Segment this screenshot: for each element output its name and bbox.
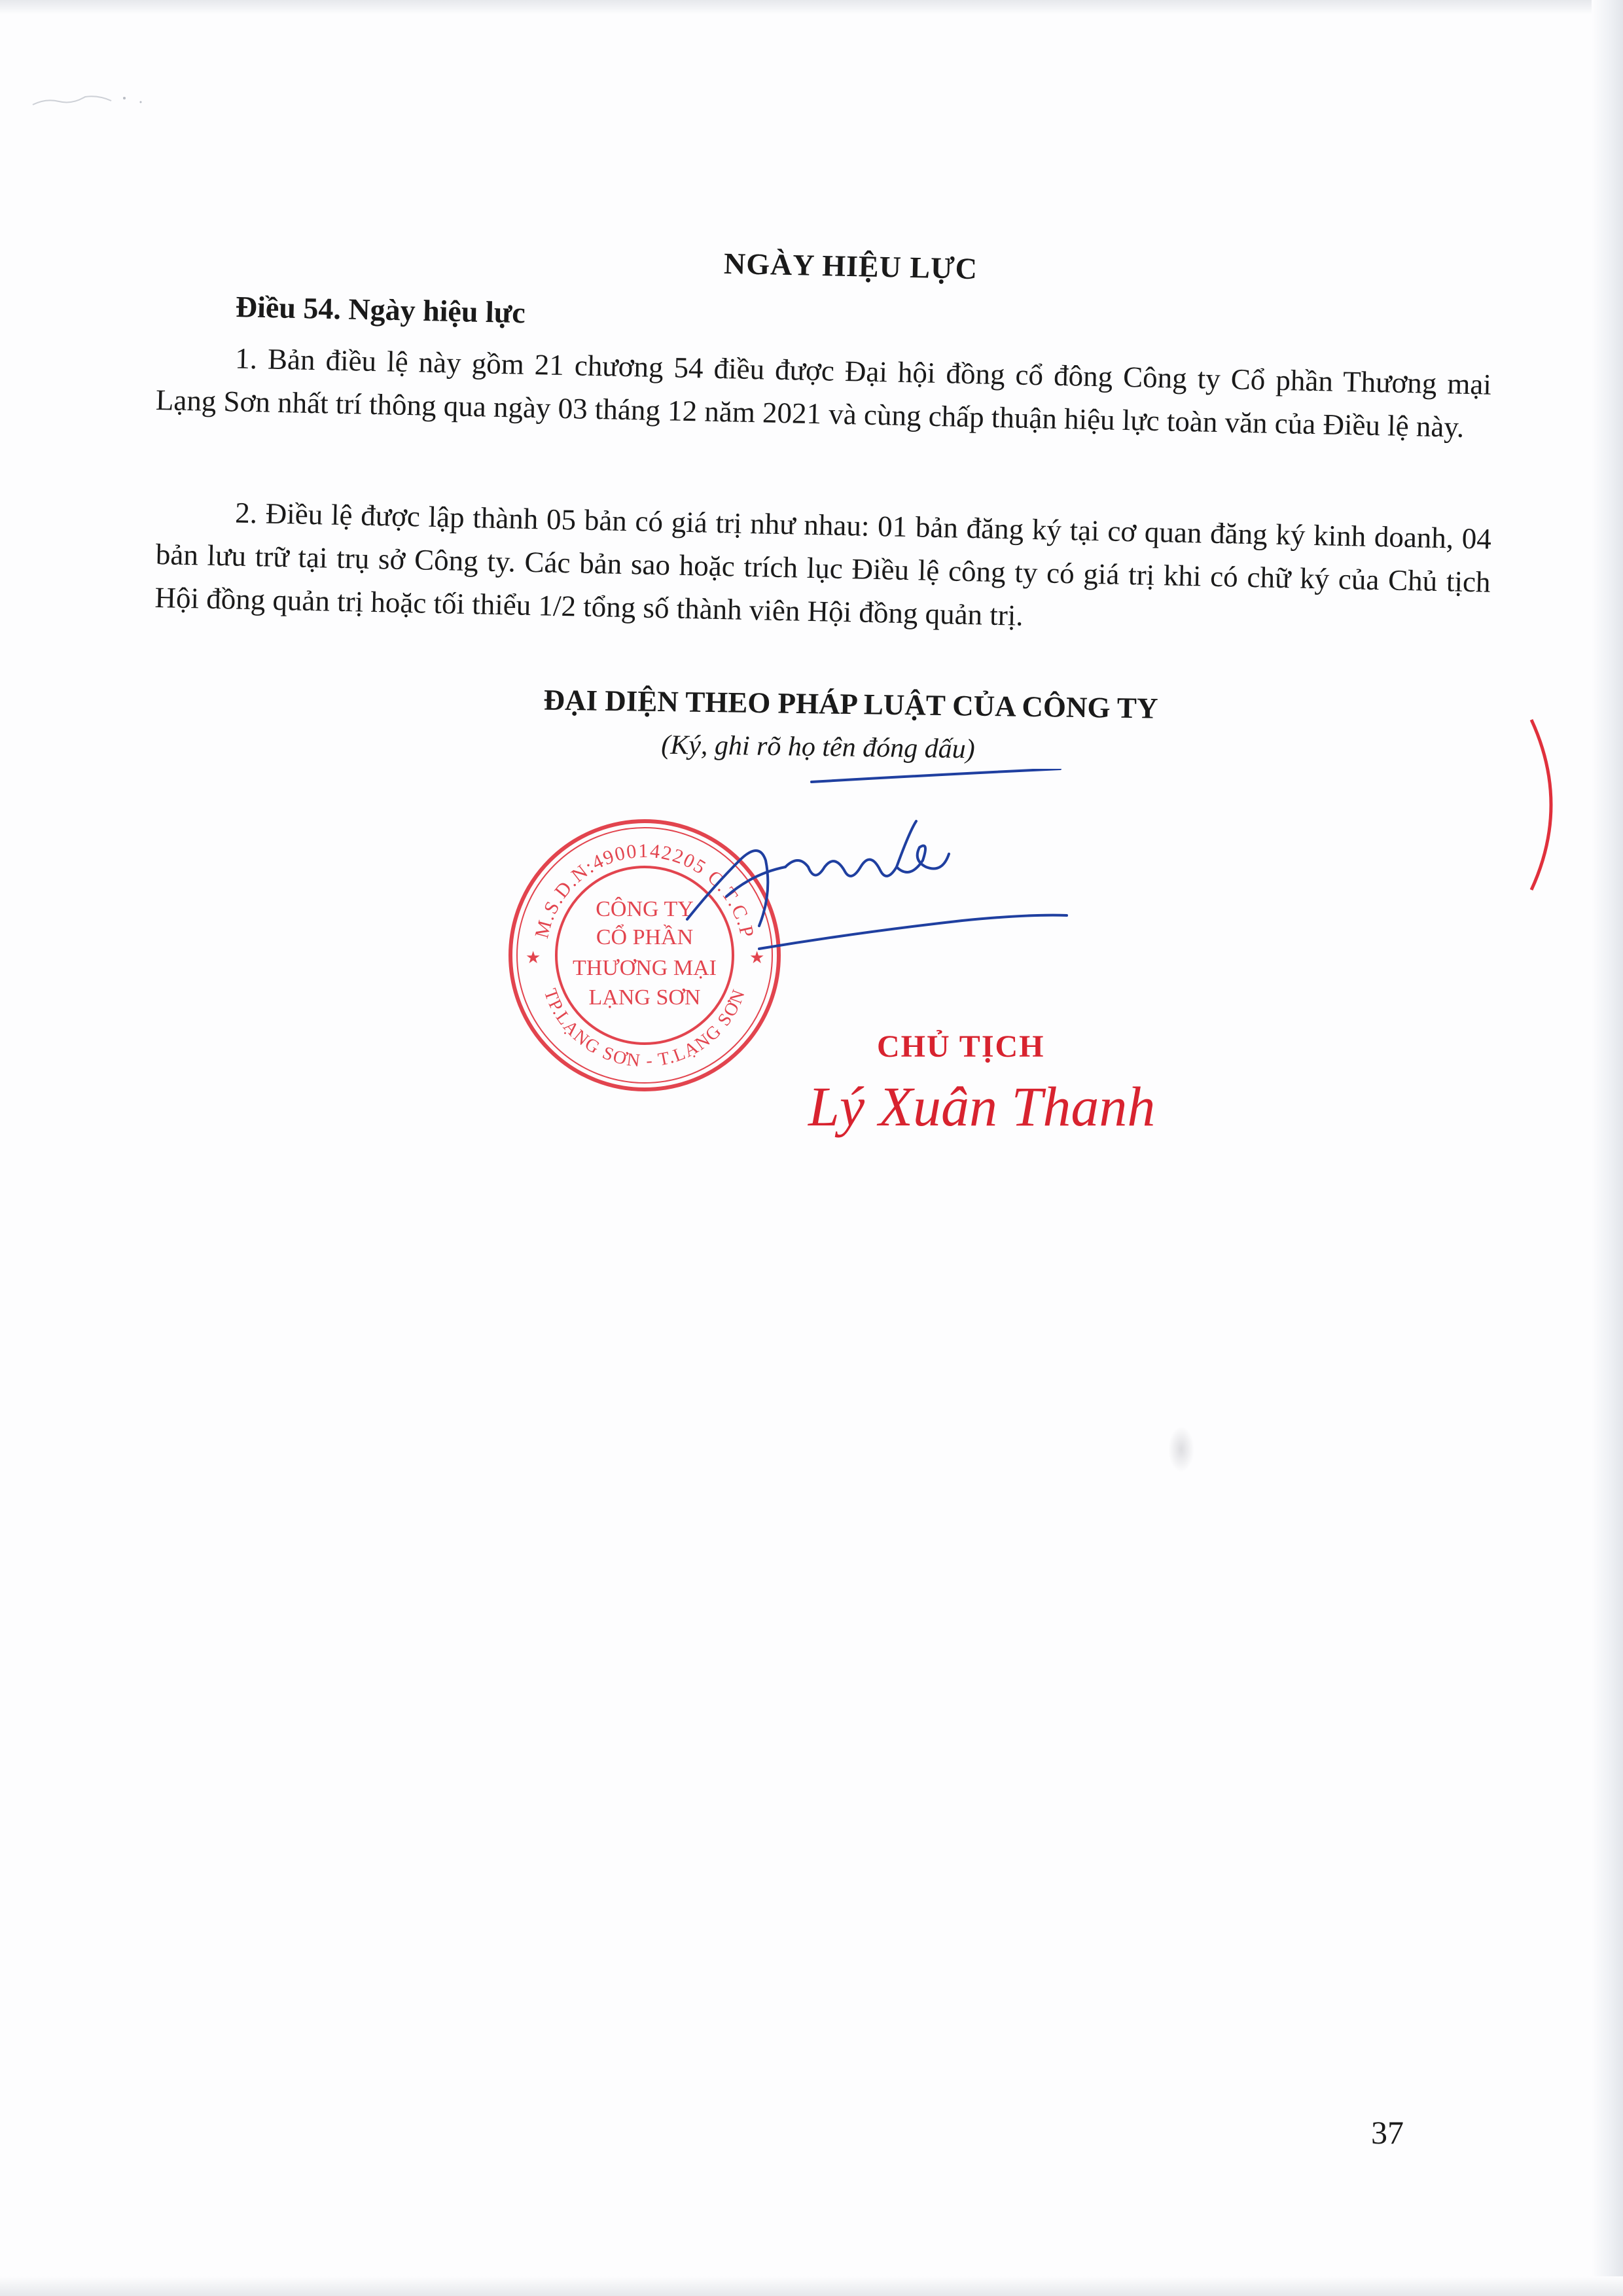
handwritten-signature: [661, 769, 1080, 959]
chair-name-signature: [795, 1063, 1162, 1148]
seal-line-2: CỔ PHẦN: [596, 925, 694, 949]
svg-text:★: ★: [526, 948, 541, 967]
page-shadow-right: [1592, 0, 1623, 2296]
page-shadow-top: [0, 0, 1623, 14]
svg-text:M.S.D.N:4900142205 C.T.C.P: M.S.D.N:4900142205 C.T.C.P: [531, 839, 758, 941]
svg-text:Lý Xuân Thanh: Lý Xuân Thanh: [808, 1075, 1156, 1138]
representative-title: ĐẠI DIỆN THEO PHÁP LUẬT CỦA CÔNG TY: [543, 683, 1158, 725]
section-heading: NGÀY HIỆU LỰC: [723, 246, 978, 286]
paragraph-2: 2. Điều lệ được lập thành 05 bản có giá trị như nhau: 01 bản đăng ký tại cơ quan đăng ký kinh doanh, 04 bản lưu trữ tại trụ sở Công ty. Các bản sao hoặc trích lục Điều lệ công ty có giá trị khi có chữ ký của Chủ tịch Hội đồng quản trị hoặc tối thiểu 1/2 tổng số thành viên Hội đồng quản trị.: [154, 496, 1492, 632]
seal-line-3: THƯƠNG MẠI: [573, 956, 717, 980]
paragraph-1: 1. Bản điều lệ này gồm 21 chương 54 điều được Đại hội đồng cổ đông Công ty Cổ phần Thương mại Lạng Sơn nhất trí thông qua ngày 03 tháng 12 năm 2021 và cùng chấp thuận hiệu lực toàn văn của Điều lệ này.: [155, 342, 1492, 444]
scan-smudge: [1168, 1426, 1194, 1472]
representative-note: (Ký, ghi rõ họ tên đóng dấu): [660, 730, 976, 765]
svg-text:TP.LẠNG SƠN - T.LẠNG SƠN: TP.LẠNG SƠN - T.LẠNG SƠN: [539, 985, 750, 1072]
margin-bracket-mark: [1518, 713, 1577, 896]
page-shadow-bottom: [0, 2276, 1623, 2296]
scan-speck: [26, 79, 157, 118]
seal-line-1: CÔNG TY: [596, 897, 694, 921]
chair-title: CHỦ TỊCH: [877, 1029, 1045, 1064]
seal-line-4: LẠNG SƠN: [588, 985, 701, 1010]
article-title: Điều 54. Ngày hiệu lực: [235, 290, 526, 330]
page-number: 37: [1371, 2114, 1404, 2151]
svg-text:★: ★: [749, 948, 765, 967]
